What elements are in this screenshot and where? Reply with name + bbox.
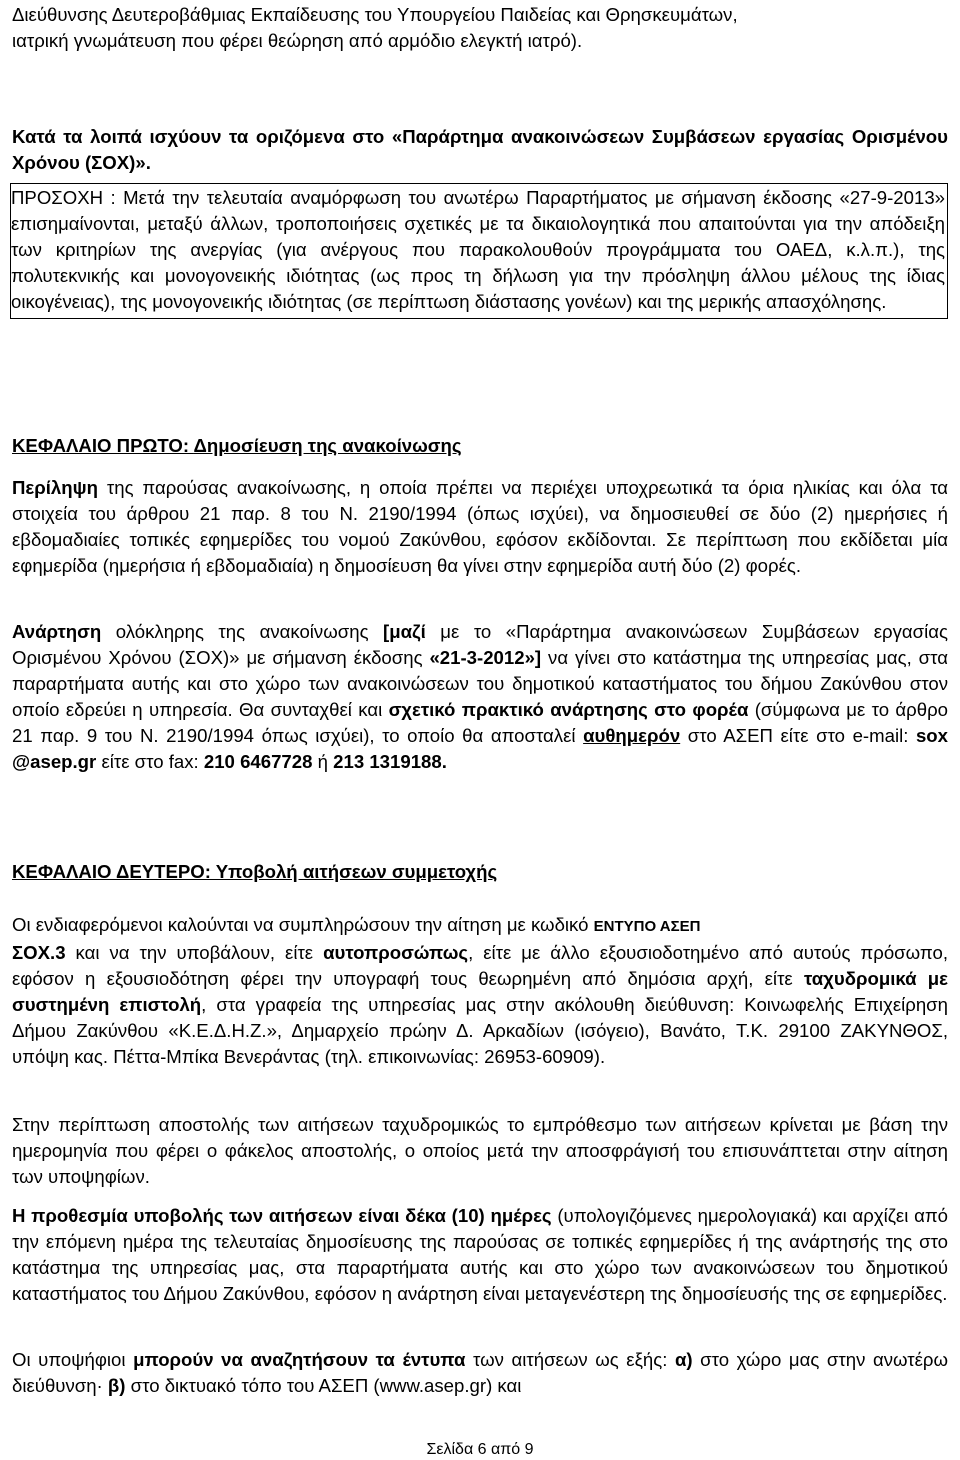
notice-text: ΠΡΟΣΟΧΗ : Μετά την τελευταία αναμόρφωση του ανωτέρω Παραρτήματος με σήμανση έκδοσης «27-9-2013» επισημαίνονται, μεταξύ άλλων, τροποποιήσεις σχετικές με τα δικαιολογητικά που απαιτούνται για την απόδειξη των κριτηρίων της ανεργίας (για ανέργους που παρακολουθούν προγράμματα του ΟΑΕΔ, κ.λ.π.), της πολυτεκνικής και μονογονεικής ιδιότητας (ως προς τη δήλωση για την πρόσληψη άλλου μέλους της ίδιας οικογένειας), της μονογονεικής ιδιότητας (σε περίπτωση διάστασης γονέων) και της μερικής απασχόλησης. [11,187,945,312]
postal-paragraph: Στην περίπτωση αποστολής των αιτήσεων ταχυδρομικώς το εμπρόθεσμο των αιτήσεων κρίνεται με βάση την ημερομηνία που φέρει ο φάκελος αποστολής, ο οποίος μετά την αποσφράγισή του επισυνάπτεται στην αίτηση των υποψηφίων. [12,1114,948,1187]
posting-bracket: [μαζί [383,621,426,642]
fax-number-2: 213 1319188 [333,751,442,772]
rest-paragraph: Κατά τα λοιπά ισχύουν τα οριζόμενα στο «Παράρτημα ανακοινώσεων Συμβάσεων εργασίας Ορισμένου Χρόνου (ΣΟΧ)». [12,126,948,173]
forms-paragraph [12,1347,948,1399]
posting-protocol: σχετικό πρακτικό ανάρτησης στο φορέα [388,699,749,720]
posting-text5: στο ΑΣΕΠ είτε στο e-mail: [680,725,916,746]
submission-text3: , είτε με άλλο εξουσιοδοτημένο από αυτούς πρόσωπο, εφόσον η εξουσιοδότηση φέρει την υπογραφή τους θεωρημένη από δημόσια αρχή, είτε [12,942,948,989]
submission-paragraph [12,912,948,1070]
registered-mail-label: ταχυδρομικά με συστημένη επιστολή [12,968,948,1015]
chapter1-heading-prefix: ΚΕΦΑΛΑΙΟ ΠΡΩΤΟ: [12,435,194,456]
posting-label: Ανάρτηση [12,621,102,642]
submission-text2: και να την υποβάλουν, είτε [65,942,324,963]
form-code-2: ΣΟΧ.3 [12,942,66,963]
summary-label: Περίληψη [12,477,98,498]
top-paragraph-line2: ιατρική γνωμάτευση που φέρει θεώρηση από αρμόδιο ελεγκτή ιατρό). [12,30,583,51]
page-footer: Σελίδα 6 από 9 [426,1441,534,1458]
posting-text4: (σύμφωνα με το άρθρο 21 παρ. 9 του Ν. 2190/1994 όπως ισχύει), το οποίο θα αποσταλεί [12,699,948,746]
posting-text2: με το «Παράρτημα ανακοινώσεων Συμβάσεων εργασίας Ορισμένου Χρόνου (ΣΟΧ)» με σήμανση έκδοσης [12,621,948,668]
posting-same-day: αυθημερόν [583,725,681,746]
posting-text3: να γίνει στο κατάστημα της υπηρεσίας μας, στα παραρτήματα αυτής και στο χώρο των ανακοινώσεων του δημοτικού καταστήματος του δήμου Ζακύνθου στον οποίο εδρεύει η υπηρεσία. Θα συνταχθεί και [12,647,948,720]
summary-paragraph [12,475,948,579]
deadline-label: Η προθεσμία υποβολής των αιτήσεων είναι δέκα (10) ημέρες [12,1205,552,1226]
form-code: ΕΝΤΥΠΟ ΑΣΕΠ [593,918,701,935]
deadline-text: (υπολογιζόμενες ημερολογιακά) και αρχίζει από την επόμενη ημέρα της τελευταίας δημοσίευσης της παρούσας σε τοπικές εφημερίδες ή της ανάρτησής της στο κατάστημα της υπηρεσίας μας, στα παραρτήματα αυτής και στο χώρο των ανακοινώσεων του δημοτικού καταστήματος του Δήμου Ζακύνθου, εφόσον η ανάρτηση είναι μεταγενέστερη της δημοσίευσής της σε εφημερίδες. [12,1205,948,1304]
posting-text7: ή [312,751,334,772]
forms-label: μπορούν να αναζητήσουν τα έντυπα [133,1349,466,1370]
option-a: α) [674,1349,693,1370]
summary-text: της παρούσας ανακοίνωσης, η οποία πρέπει να περιέχει υποχρεωτικά τα όρια ηλικίας και όλα τα στοιχεία του άρθρου 21 παρ. 8 του Ν. 2190/1994 (όπως ισχύει), να δημοσιευθεί σε δύο (2) ημερήσιες ή εβδομαδιαίες τοπικές εφημερίδες του νομού Ζακύνθου, εφόσον εκδίδονται. Σε περίπτωση που εκδίδεται μία εφημερίδα (ημερήσια ή εβδομαδιαία) η δημοσίευση θα γίνει στην εφημερίδα αυτή δύο (2) φορές. [12,477,948,576]
top-paragraph [12,2,948,54]
notice-box [10,183,948,319]
deadline-paragraph [12,1203,948,1307]
posting-end: . [441,751,447,772]
forms-text3: στο χώρο μας στην ανωτέρω διεύθυνση· [12,1349,948,1396]
posting-text6: είτε στο fax: [96,751,204,772]
forms-text2: των αιτήσεων ως εξής: [465,1349,675,1370]
email-address[interactable]: sox @asep.gr [12,725,949,772]
submission-text1: Οι ενδιαφερόμενοι καλούνται να συμπληρώσουν την αίτηση με κωδικό [12,914,594,935]
posting-date: «21-3-2012»] [429,647,542,668]
posting-text1: ολόκληρης της ανακοίνωσης [101,621,384,642]
chapter1-heading [12,433,462,459]
in-person-label: αυτοπροσώπως [323,942,469,963]
forms-text1: Οι υποψήφιοι [12,1349,134,1370]
forms-text4: στο δικτυακό τόπο του ΑΣΕΠ (www.asep.gr) και [125,1375,522,1396]
submission-text4: , στα γραφεία της υπηρεσίας μας στην ακόλουθη διεύθυνση: Κοινωφελής Επιχείρηση Δήμου Ζακύνθου «Κ.Ε.Δ.Η.Ζ.», Δημαρχείο πρώην Δ. Αρκαδίων (ισόγειο), Βανάτο, Τ.Κ. 29100 ΖΑΚΥΝΘΟΣ, υπόψη κας. Πέττα-Μπίκα Βενεράντας (τηλ. επικοινωνίας: 26953-60909). [12,994,948,1067]
option-b: β) [107,1375,126,1396]
chapter2-heading: ΚΕΦΑΛΑΙΟ ΔΕΥΤΕΡΟ: Υποβολή αιτήσεων συμμετοχής [12,861,498,882]
posting-paragraph [12,619,948,775]
chapter1-heading-title: Δημοσίευση της ανακοίνωσης [193,435,462,456]
fax-number-1: 210 6467728 [203,751,313,772]
top-paragraph-line1: Διεύθυνσης Δευτεροβάθμιας Εκπαίδευσης του Υπουργείου Παιδείας και Θρησκευμάτων, [12,4,738,25]
